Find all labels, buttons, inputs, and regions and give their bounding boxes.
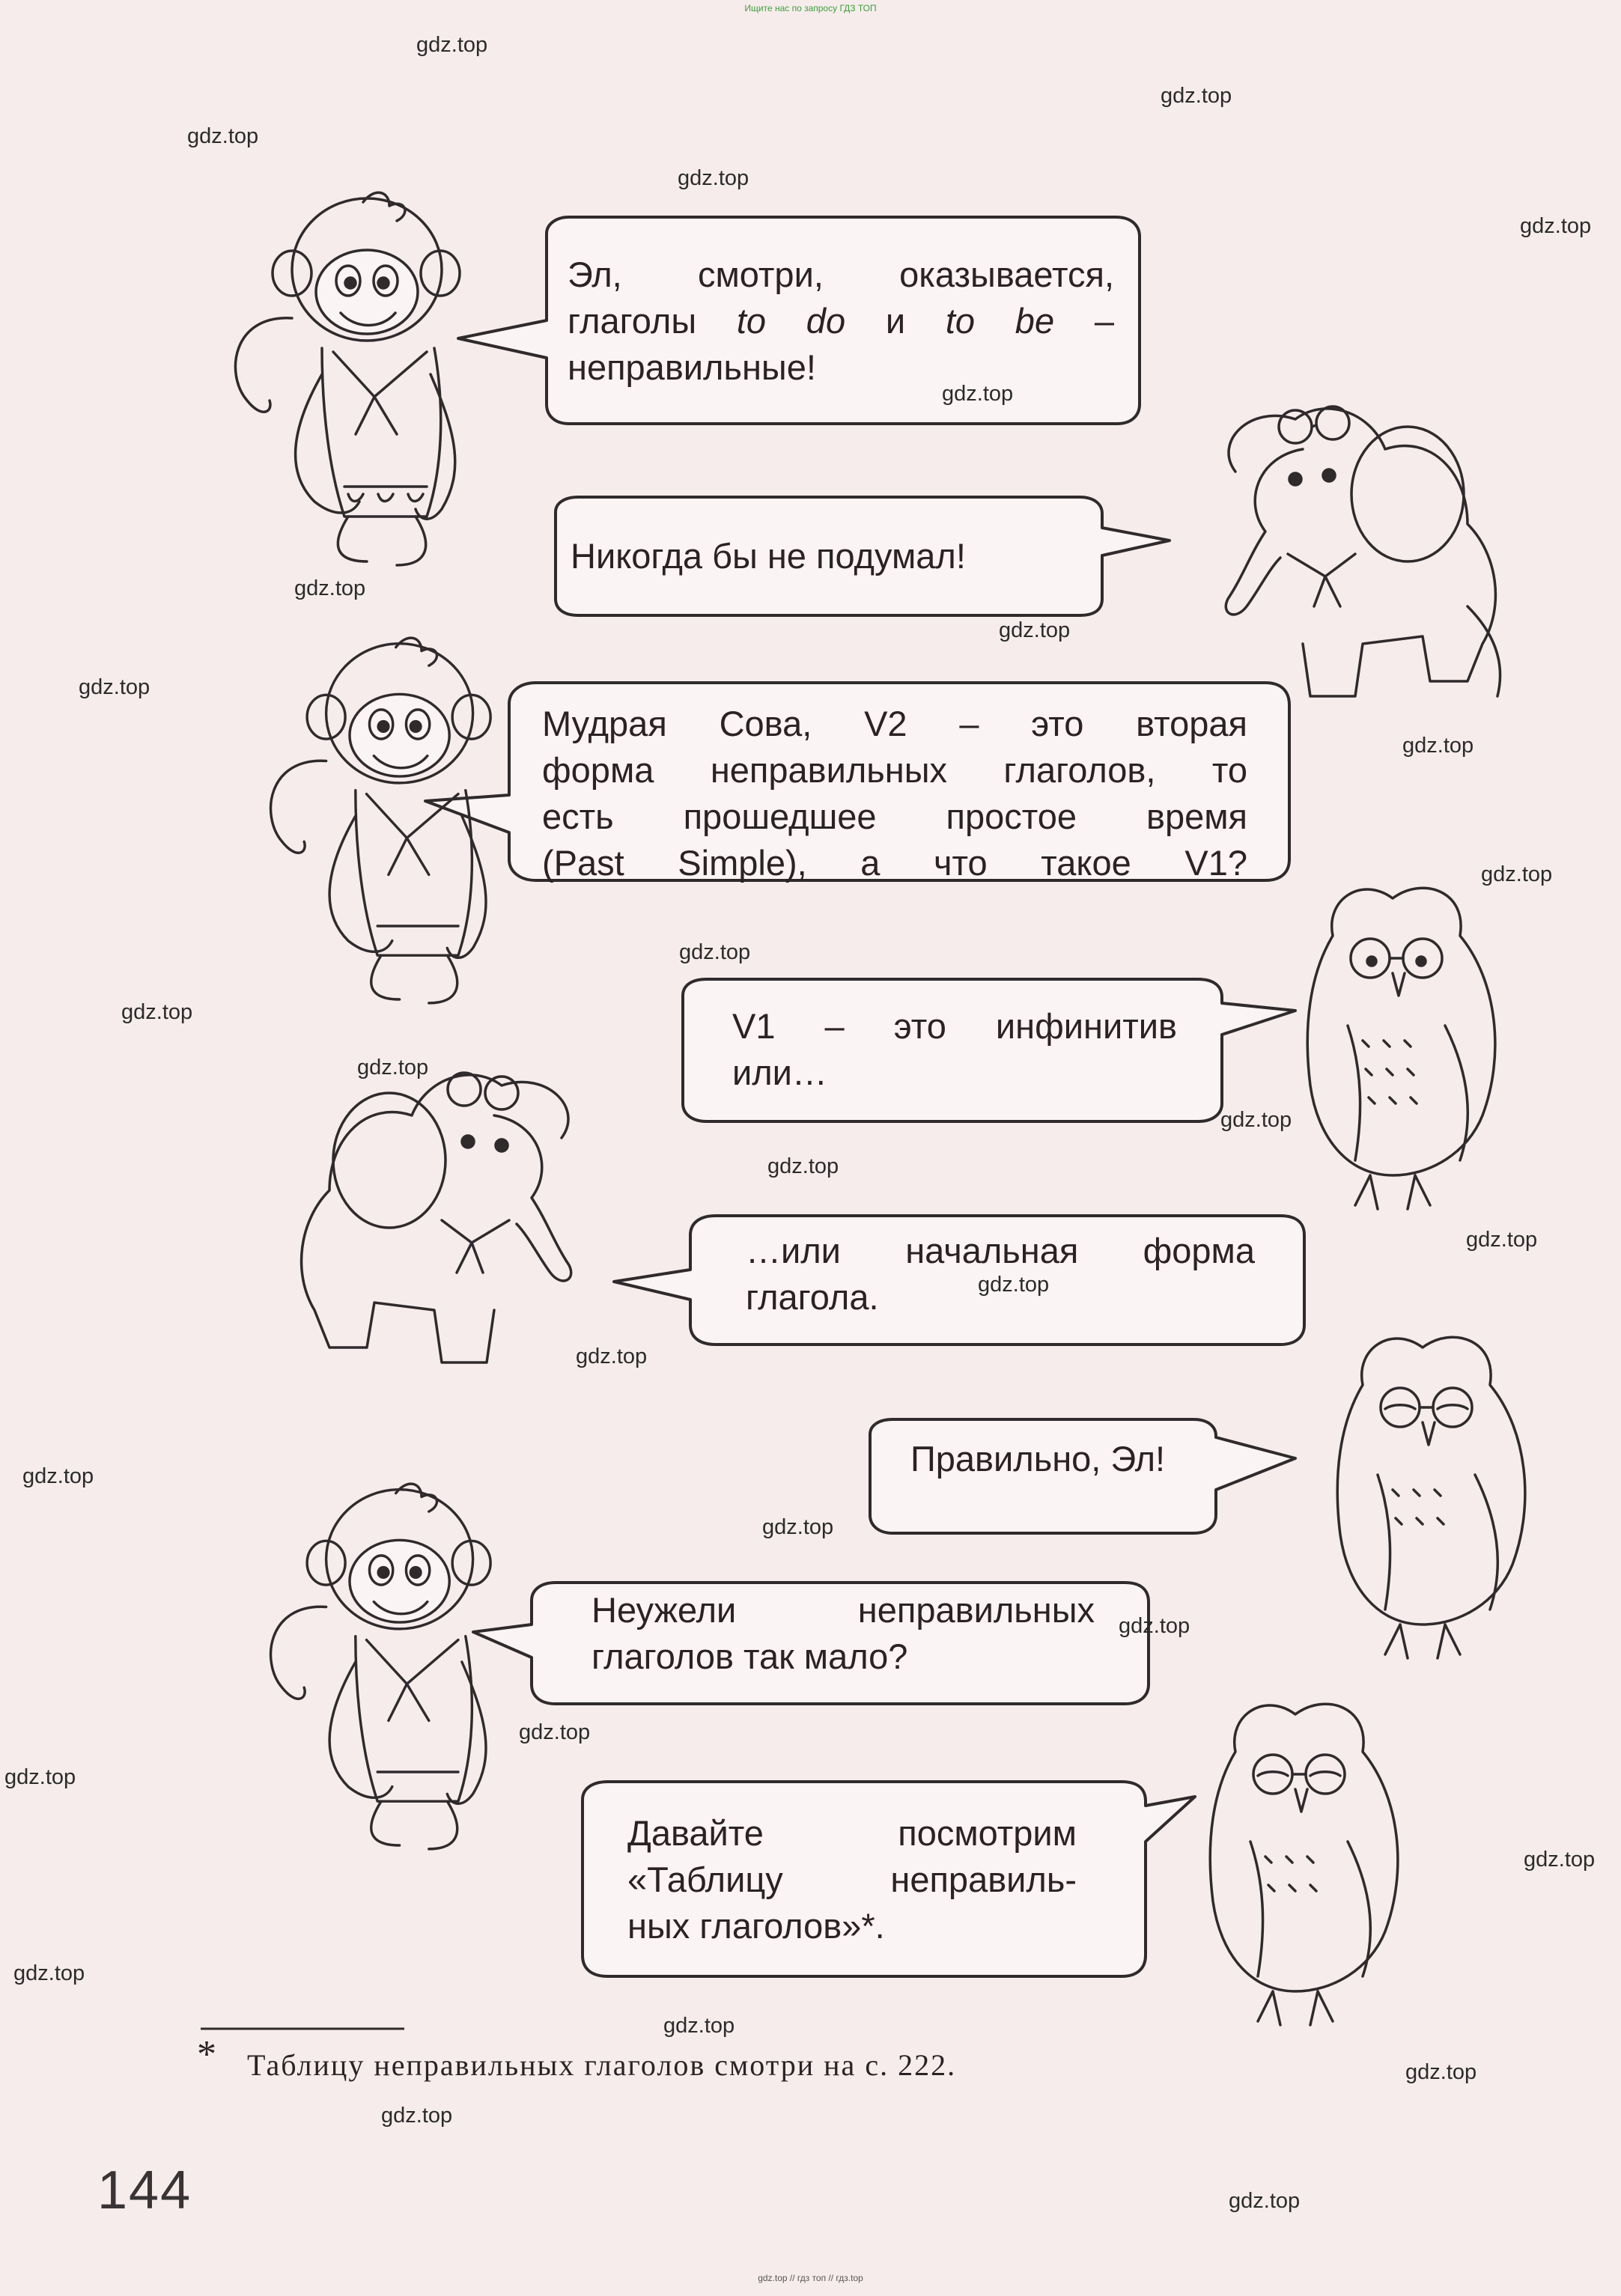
monkey-icon [271, 1484, 491, 1849]
watermark: gdz.top [663, 2014, 735, 2038]
bubble-text-2: Никогда бы не подумал! [571, 536, 966, 576]
watermark: gdz.top [13, 1961, 85, 1985]
elephant-icon [1226, 406, 1500, 696]
bubble-text-5: …или начальная форма глагола. [746, 1231, 1255, 1317]
footer-note: gdz.top // гдз топ // гдз.top [758, 2273, 863, 2283]
watermark: gdz.top [1524, 1848, 1596, 1872]
watermark: gdz.top [767, 1154, 839, 1178]
watermark: gdz.top [187, 124, 259, 148]
bubble-text-1: Эл, смотри, оказывается, глаголы to do и to be – неправильные! [568, 255, 1114, 387]
watermark: gdz.top [381, 2104, 453, 2128]
watermark: gdz.top [294, 576, 366, 600]
watermark: gdz.top [679, 940, 751, 964]
footnote-text: Таблицу неправильных глаголов смотри на с. 222. [247, 2048, 957, 2082]
watermark: gdz.top [1405, 2060, 1477, 2084]
line-with-italics: глаголы to do и to be – [568, 301, 1114, 341]
watermark: gdz.top [1220, 1108, 1292, 1132]
watermark: gdz.top [1520, 214, 1592, 238]
watermark: gdz.top [1466, 1228, 1538, 1252]
watermark: gdz.top [1402, 734, 1474, 758]
watermark: gdz.top [1481, 862, 1553, 886]
watermark: gdz.top [519, 1720, 591, 1744]
bubble-text-4: V1 – это инфинитив или… [732, 1006, 1177, 1092]
watermark: gdz.top [79, 675, 150, 699]
watermark: gdz.top [762, 1515, 834, 1539]
watermark: gdz.top [999, 618, 1071, 642]
header-search-note: Ищите нас по запросу ГДЗ ТОП [744, 3, 877, 13]
monkey-icon [235, 192, 460, 565]
bubble-text-6: Правильно, Эл! [910, 1439, 1166, 1479]
watermark: gdz.top [942, 382, 1014, 406]
owl-icon [1210, 1704, 1398, 2025]
watermark: gdz.top [678, 166, 749, 190]
watermark: gdz.top [416, 33, 488, 57]
owl-icon [1337, 1337, 1525, 1658]
bubble-text-3: Мудрая Сова, V2 – это вторая форма неправильных глаголов, то есть прошедшее простое время (Past Simple), а что такое V1? [542, 704, 1247, 883]
watermark: gdz.top [978, 1273, 1050, 1297]
monkey-icon [271, 638, 491, 1003]
watermark: gdz.top [1119, 1614, 1190, 1638]
watermark: gdz.top [1161, 84, 1232, 108]
watermark: gdz.top [121, 1000, 193, 1024]
page-number: 144 [97, 2161, 192, 2220]
bubble-text-8: Давайте посмотрим «Таблицу неправиль- ных глаголов»*. [627, 1813, 1077, 1946]
watermark: gdz.top [4, 1765, 76, 1789]
elephant-icon [302, 1073, 571, 1362]
bubble-text-7: Неужели неправильных глаголов так мало? [591, 1590, 1095, 1676]
watermark: gdz.top [576, 1345, 648, 1368]
watermark: gdz.top [1229, 2189, 1301, 2213]
watermark: gdz.top [357, 1056, 429, 1080]
watermark: gdz.top [22, 1464, 94, 1488]
footnote-marker: * [197, 2033, 216, 2076]
owl-icon [1307, 888, 1495, 1209]
